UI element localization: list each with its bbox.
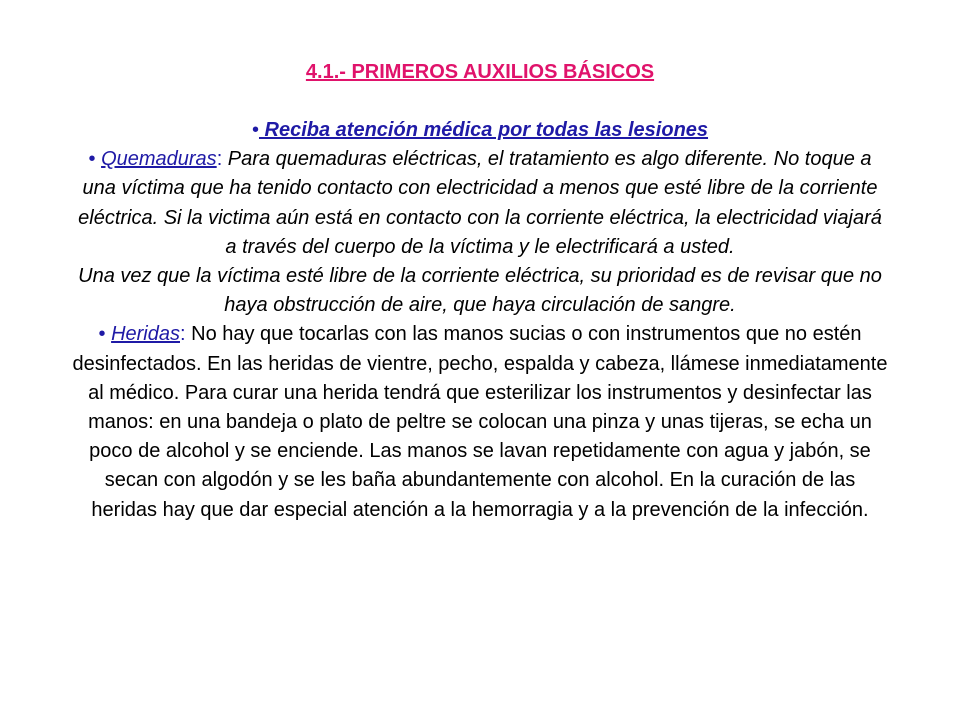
heridas-term: Heridas	[111, 323, 180, 346]
heridas-paragraph	[70, 320, 890, 524]
quemaduras-text: Para quemaduras eléctricas, el tratamiento es algo diferente. No toque a una víctima que ha tenido contacto con electricidad a menos que esté libre de la corriente eléctrica. Si la victima aún está en contacto con la corriente eléctrica, la electricidad viajará a través del cuerpo de la víctima y le electrificará a usted.	[78, 148, 882, 258]
subheading: Reciba atención médica por todas las lesiones	[258, 119, 709, 141]
quemaduras-paragraph	[70, 145, 890, 262]
quemaduras-colon: :	[216, 148, 223, 171]
quemaduras-followup: Una vez que la víctima esté libre de la corriente eléctrica, su prioridad es de revisar que no haya obstrucción de aire, que haya circulación de sangre.	[78, 265, 882, 317]
heridas-text: No hay que tocarlas con las manos sucias o con instrumentos que no estén desinfectados. En las heridas de vientre, pecho, espalda y cabeza, llámese inmediatamente al médico. Para curar una herida tendrá que esterilizar los instrumentos y desinfectar las manos: en una bandeja o plato de peltre se colocan una pinza y unas tijeras, se echa un poco de alcohol y se enciende. Las manos se lavan repetidamente con agua y jabón, se secan con algodón y se les baña abundantemente con alcohol. En la curación de las heridas hay que dar especial atención a la hemorragia y a la prevención de la infección.	[72, 323, 888, 521]
heridas-colon: :	[180, 323, 186, 346]
page-title: 4.1.- PRIMEROS AUXILIOS BÁSICOS	[305, 61, 655, 83]
bullet: •	[88, 148, 96, 171]
bullet: •	[251, 119, 259, 141]
slide-content	[70, 58, 890, 525]
quemaduras-term: Quemaduras	[101, 148, 217, 171]
spacer	[70, 87, 890, 116]
subheading-line	[70, 116, 890, 145]
bullet: •	[98, 323, 106, 346]
